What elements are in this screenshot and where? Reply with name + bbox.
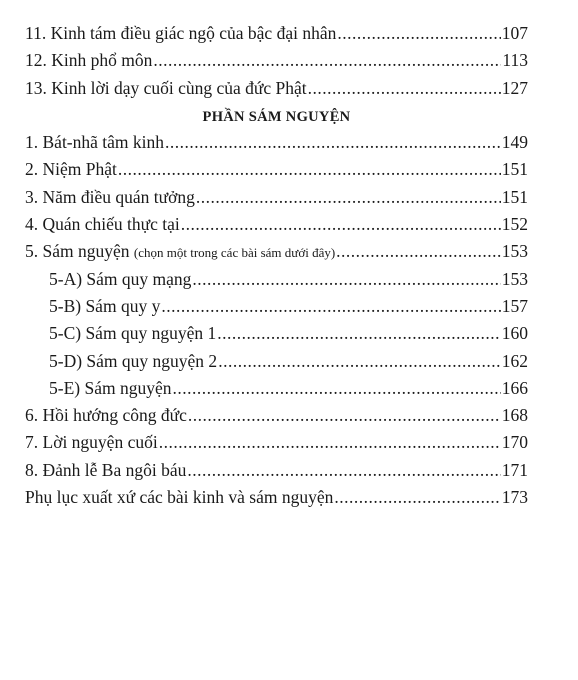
toc-entry-page: 153 (501, 241, 528, 262)
toc-entry-label: 4. Quán chiếu thực tại (25, 214, 180, 235)
toc-entry[interactable] (25, 20, 528, 47)
toc-entry-label: 5-B) Sám quy y (49, 295, 161, 316)
toc-entry-label: 3. Năm điều quán tưởng (25, 186, 195, 207)
toc-entry-label (25, 238, 335, 266)
section-heading: PHẦN SÁM NGUYỆN (202, 108, 351, 125)
toc-entry[interactable] (25, 238, 528, 265)
toc-entry[interactable] (25, 429, 528, 456)
toc-entry[interactable] (25, 402, 528, 429)
toc-entry-page: 171 (501, 459, 528, 480)
toc-entry-page: 113 (502, 50, 528, 71)
toc-subentry[interactable] (25, 375, 528, 402)
toc-entry[interactable] (25, 484, 528, 511)
toc-entry[interactable] (25, 47, 528, 74)
toc-entry-page: 151 (501, 159, 528, 180)
dot-leader (217, 320, 501, 347)
toc-entry-page: 151 (501, 186, 528, 207)
dot-leader (192, 266, 500, 293)
dot-leader (336, 238, 501, 265)
dot-leader (337, 20, 500, 47)
toc-entry-label: 5-E) Sám nguyện (49, 377, 172, 398)
toc-entry-label: 12. Kinh phổ môn (25, 50, 153, 71)
toc-subentry[interactable] (25, 266, 528, 293)
toc-entry-page: 168 (501, 405, 528, 426)
toc-entry-main: 5. Sám nguyện (25, 241, 134, 262)
toc-entry-page: 170 (501, 432, 528, 453)
dot-leader (188, 402, 501, 429)
toc-entry-label: 11. Kinh tám điều giác ngộ của bậc đại nhân (25, 23, 337, 43)
dot-leader (187, 457, 500, 484)
dot-leader (172, 375, 500, 402)
toc-entry[interactable] (25, 211, 528, 238)
dot-leader (218, 348, 501, 375)
toc-entry-label: 8. Đảnh lễ Ba ngôi báu (25, 459, 187, 480)
toc-entry-page: 149 (501, 132, 528, 153)
toc-entry-label: 5-D) Sám quy nguyện 2 (49, 350, 218, 371)
toc-subentry[interactable] (25, 348, 528, 375)
toc-entry-label: 13. Kinh lời dạy cuối cùng của đức Phật (25, 77, 307, 98)
table-of-contents (25, 20, 528, 511)
toc-entry-label: 6. Hồi hướng công đức (25, 405, 187, 426)
toc-entry-page: 127 (501, 77, 528, 98)
dot-leader (196, 184, 501, 211)
toc-entry-page: 160 (501, 323, 528, 344)
toc-entry-page: 162 (501, 350, 528, 371)
toc-subentry[interactable] (25, 320, 528, 347)
dot-leader (118, 156, 501, 183)
toc-subentry[interactable] (25, 293, 528, 320)
dot-leader (334, 484, 500, 511)
toc-entry-label: 1. Bát-nhã tâm kinh (25, 132, 165, 153)
dot-leader (181, 211, 501, 238)
toc-entry-label: 5-C) Sám quy nguyện 1 (49, 323, 217, 344)
toc-entry-page: 152 (501, 214, 528, 235)
toc-entry[interactable] (25, 457, 528, 484)
toc-entry-page: 157 (501, 295, 528, 316)
dot-leader (159, 429, 501, 456)
dot-leader (308, 75, 501, 102)
toc-entry-label: 7. Lời nguyện cuối (25, 432, 158, 453)
toc-entry-page: 153 (501, 268, 528, 289)
toc-entry[interactable] (25, 184, 528, 211)
toc-entry-page: 173 (501, 487, 528, 508)
toc-entry-note: (chọn một trong các bài sám dưới đây) (133, 245, 336, 261)
toc-entry[interactable] (25, 156, 528, 183)
dot-leader (153, 47, 501, 74)
toc-entry-label: Phụ lục xuất xứ các bài kinh và sám nguyện (25, 487, 334, 508)
toc-entry-page: 166 (501, 377, 528, 398)
toc-entry-page: 107 (501, 23, 528, 43)
dot-leader (165, 129, 501, 156)
toc-entry-label: 5-A) Sám quy mạng (49, 268, 192, 289)
toc-entry-label: 2. Niệm Phật (25, 159, 117, 180)
toc-entry[interactable] (25, 129, 528, 156)
dot-leader (161, 293, 500, 320)
toc-entry[interactable] (25, 75, 528, 102)
